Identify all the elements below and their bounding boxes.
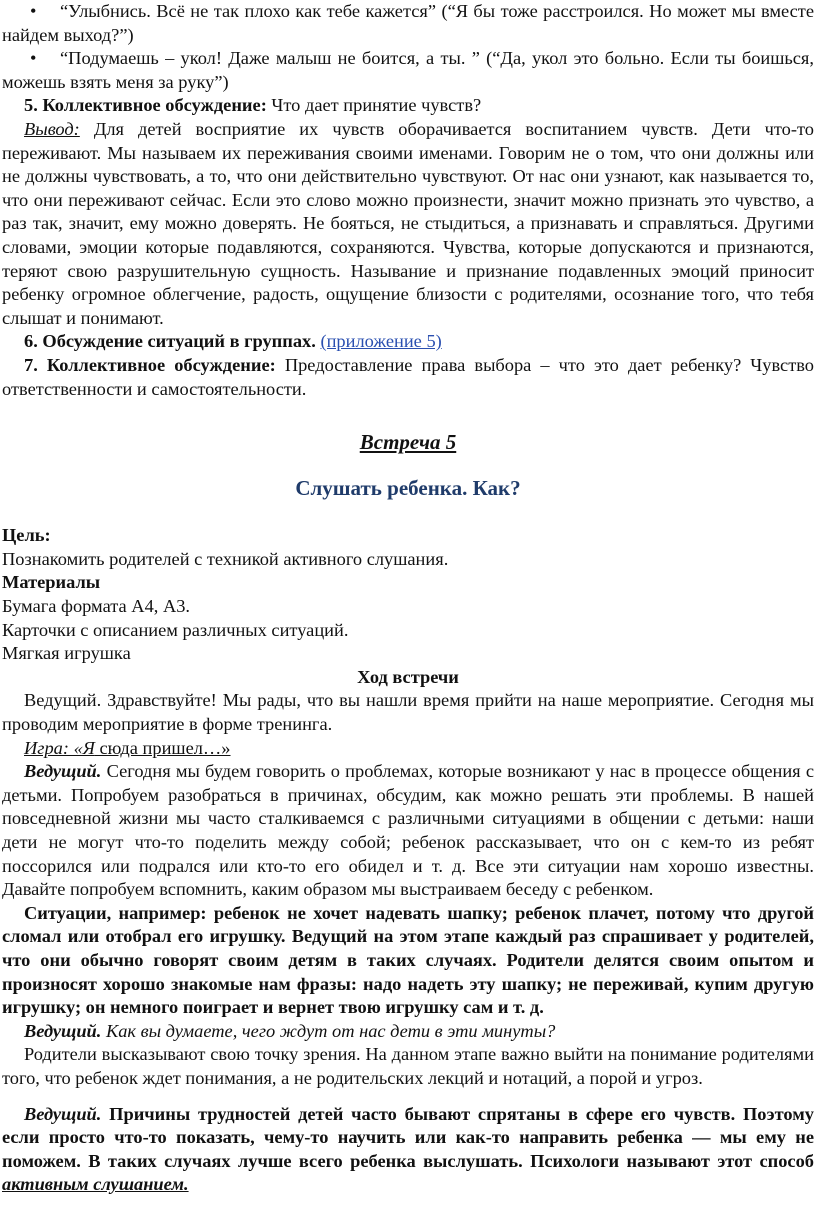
active-listening-term: активным слушанием. [2,1174,189,1195]
game-label: Игра: «Я [24,737,95,758]
step-5-label: 5. Коллективное обсуждение: [24,95,267,116]
materials-item: Мягкая игрушка [2,643,131,664]
list-item [2,47,814,94]
step-7-text: Предоставление права выбора – что это дает ребенку? Чувство ответственности и самостоятельности. [2,354,814,399]
step-5 [2,94,814,118]
appendix-link[interactable]: (приложение 5) [320,331,442,352]
host-final-text: Причины трудностей детей часто бывают спрятаны в сфере его чувств. Поэтому если просто что-то показать, чему-то научить или как-то направить ребенка — мы ему не поможем. В таких случаях лучше всего ребенка выслушать. Психологи называют этот способ [2,1103,814,1171]
step-7 [2,354,814,401]
bullet-text: “Улыбнись. Всё не так плохо как тебе кажется” (“Я бы тоже расстроился. Но может мы вместе найдем выход?”) [2,1,814,45]
host-greeting: Ведущий. Здравствуйте! Мы рады, что вы нашли время прийти на наше мероприятие. Сегодня мы проводим мероприятие в форме тренинга. [2,690,814,735]
meeting-subtitle: Слушать ребенка. Как? [295,475,521,500]
step-6-label: 6. Обсуждение ситуаций в группах. [24,331,316,352]
host-final-paragraph [2,1103,814,1197]
materials-item: Карточки с описанием различных ситуаций. [2,619,349,640]
host-label: Ведущий. [24,1103,102,1124]
conclusion-label: Вывод: [24,118,80,139]
bullet-icon: • [30,48,37,69]
bullet-text: “Подумаешь – укол! Даже малыш не боится, а ты. ” (“Да, укол это больно. Если ты боишься, можешь взять меня за руку”) [2,48,814,92]
step-6 [2,330,814,354]
host-label: Ведущий. [24,1020,102,1041]
materials-item: Бумага формата А4, А3. [2,596,191,617]
spacer [2,1091,814,1103]
conclusion-paragraph [2,118,814,330]
goal-label: Цель: [2,525,51,546]
host-label: Ведущий. [24,761,102,782]
host-question-text: Как вы думаете, чего ждут от нас дети в эти минуты? [101,1020,556,1041]
list-item [2,0,814,47]
bullet-icon: • [30,1,37,21]
step-5-text: Что дает принятие чувств? [266,95,482,116]
host-text: Сегодня мы будем говорить о проблемах, которые возникают у нас в процессе общения с детьми. Попробуем разобраться в причинах, обсудим, как можно решать эти проблемы. В нашей повседневной жизни мы часто сталкиваемся с различными ситуациями в общении с детьми: наши дети не могут что-то поделить между собой; ребенок рассказывает, что он с кем-то из ребят поссорился или подрался или кто-то его обидел и т. д. Все эти ситуации нам хорошо известны. Давайте попробуем вспомнить, каким образом мы выстраиваем беседу с ребенком. [2,761,814,900]
conclusion-text: Для детей восприятие их чувств оборачивается воспитанием чувств. Дети что-то переживают. Мы называем их переживания своими именами. Говорим не о том, что они должны или не должны чувствовать, а то, что они действительно чувствуют. От нас они узнают, как называется то, что они переживают сейчас. Если это слово можно произнести, значит можно признать это чувство, а раз так, значит, ему можно доверять. Не бояться, не стыдиться, а признавать и справляться. Другими словами, эмоции которые подавляются, сохраняются. Чувства, которые допускаются и признаются, теряют свою разрушительную сущность. Называние и признание подавленных эмоций приносит ребенку огромное облегчение, радость, ощущение близости с родителями, осознание того, что тебя слышат и понимают. [2,118,814,328]
meeting-title: Встреча 5 [359,430,457,455]
host-paragraph [2,760,814,902]
situations-paragraph: Ситуации, например: ребенок не хочет надевать шапку; ребенок плачет, потому что другой сломал или отобрал его игрушку. Ведущий на этом этапе каждый раз спрашивает у родителей, что они обычно говорят своим детям в таких случаях. Родители делятся своим опытом и произносят хорошо знакомые нам фразы: надо надеть эту шапку; не переживай, купим другую игрушку; он немного поиграет и вернет твою игрушку сам и т. д. [2,902,814,1018]
game-line [2,737,814,761]
course-heading: Ход встречи [357,666,459,687]
materials-label: Материалы [2,572,101,593]
step-7-label: 7. Коллективное обсуждение: [24,354,276,375]
parents-paragraph: Родители высказывают свою точку зрения. На данном этапе важно выйти на понимание родителями того, что ребенок ждет понимания, а не родительских лекций и нотаций, а порой и угроз. [2,1044,814,1088]
host-question [2,1020,814,1044]
game-rest: сюда пришел…» [94,737,231,758]
goal-text: Познакомить родителей с техникой активного слушания. [2,548,449,569]
